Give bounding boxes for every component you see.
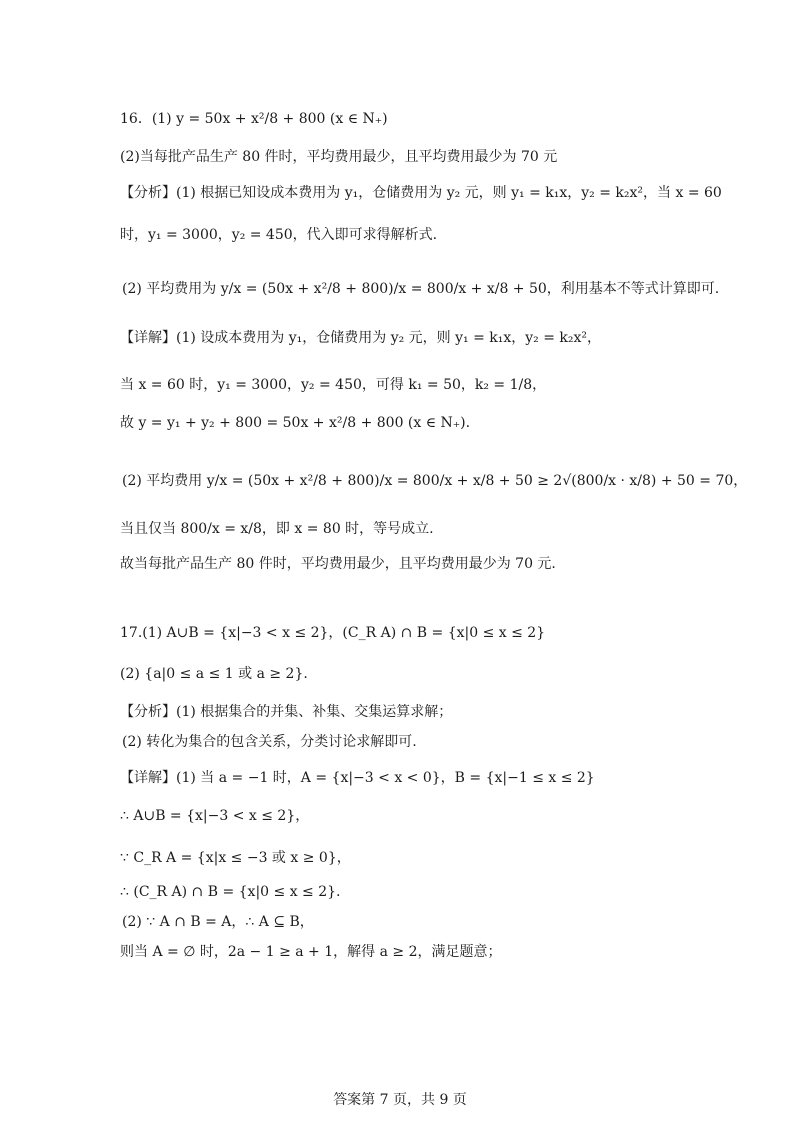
q16-answer-2: (2)当每批产品生产 80 件时，平均费用最少，且平均费用最少为 70 元 [120, 149, 558, 165]
q17-detail-6: 则当 A = ∅ 时，2a − 1 ≥ a + 1，解得 a ≥ 2，满足题意； [120, 944, 502, 960]
q16-analysis-1b: 时，y₁ = 3000，y₂ = 450，代入即可求得解析式. [120, 227, 438, 243]
q17-answer-2: (2) {a|0 ≤ a ≤ 1 或 a ≥ 2}. [120, 666, 308, 682]
q16-detail-5: 当且仅当 800/x = x/8，即 x = 80 时，等号成立. [120, 521, 434, 537]
q17-detail-1: 【详解】(1) 当 a = −1 时，A = {x|−3 < x < 0}，B = {x|−1 ≤ x ≤ 2} [120, 770, 595, 786]
q16-detail-6: 故当每批产品生产 80 件时，平均费用最少，且平均费用最少为 70 元. [120, 556, 556, 572]
q17-detail-4: ∴ (C_R A) ∩ B = {x|0 ≤ x ≤ 2}. [120, 884, 341, 900]
q17-analysis-2: (2) 转化为集合的包含关系，分类讨论求解即可. [122, 734, 417, 750]
q16-detail-3: 故 y = y₁ + y₂ + 800 = 50x + x²/8 + 800 (x ∈ N₊). [120, 415, 471, 431]
q16-analysis-2: (2) 平均费用为 y/x = (50x + x²/8 + 800)/x = 800/x + x/8 + 50，利用基本不等式计算即可. [122, 281, 720, 297]
q16-detail-2: 当 x = 60 时，y₁ = 3000，y₂ = 450，可得 k₁ = 50，k₂ = 1/8， [120, 377, 547, 393]
q16-detail-4: (2) 平均费用 y/x = (50x + x²/8 + 800)/x = 800/x + x/8 + 50 ≥ 2√(800/x · x/8) + 50 = 70， [122, 473, 748, 489]
q16-answer-1: 16．(1) y = 50x + x²/8 + 800 (x ∈ N₊) [120, 111, 388, 127]
q17-detail-2: ∴ A∪B = {x|−3 < x ≤ 2}， [120, 808, 310, 824]
q17-answer-1: 17.(1) A∪B = {x|−3 < x ≤ 2}，(C_R A) ∩ B = {x|0 ≤ x ≤ 2} [120, 625, 546, 641]
q16-analysis-1a: 【分析】(1) 根据已知设成本费用为 y₁，仓储费用为 y₂ 元，则 y₁ = k₁x，y₂ = k₂x²，当 x = 60 [120, 185, 722, 201]
q17-detail-5: (2) ∵ A ∩ B = A，∴ A ⊆ B， [122, 914, 314, 930]
q17-analysis-1: 【分析】(1) 根据集合的并集、补集、交集运算求解； [120, 704, 453, 720]
q16-detail-1: 【详解】(1) 设成本费用为 y₁，仓储费用为 y₂ 元，则 y₁ = k₁x，y₂ = k₂x²， [120, 330, 602, 346]
page-footer: 答案第 7 页，共 9 页 [333, 1092, 467, 1108]
q17-detail-3: ∵ C_R A = {x|x ≤ −3 或 x ≥ 0}， [120, 850, 351, 866]
